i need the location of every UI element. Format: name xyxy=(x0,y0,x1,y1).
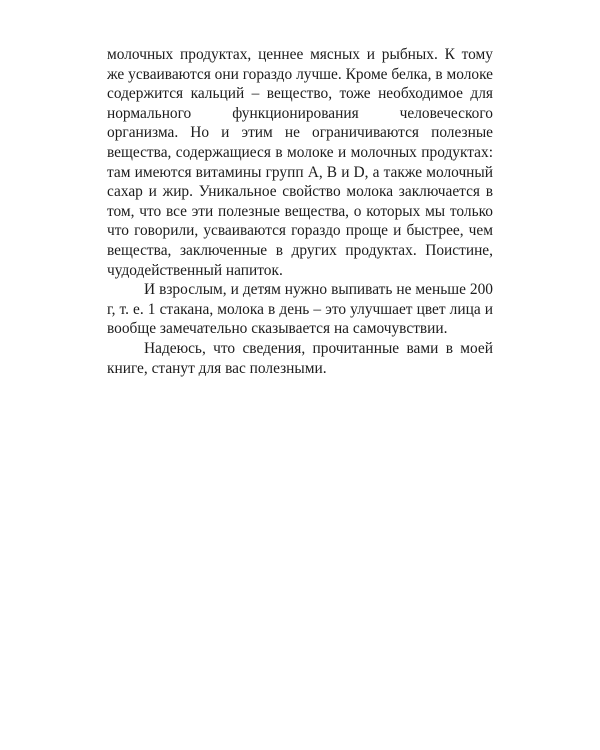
paragraph-milk-daily-intake: И взрослым, и детям нужно выпивать не меньше 200 г, т. е. 1 стакана, молока в день – это улучшает цвет лица и вообще замечательно сказывается на самочувствии. xyxy=(107,281,493,338)
body-text xyxy=(107,45,493,378)
paragraph-closing-remark: Надеюсь, что сведения, прочитанные вами в моей книге, станут для вас полезными. xyxy=(107,339,493,377)
paragraph-continuation: молочных продуктах, ценнее мясных и рыбных. К тому же усваиваются они гораздо лучше. Кроме белка, в молоке содержится кальций – вещество, тоже необходимое для нормального функционирования человеческого организма. Но и этим не ограничиваются полезные вещества, содержащиеся в молоке и молочных продуктах: там имеются витамины групп А, В и D, а также молочный сахар и жир. Уникальное свойство молока заключается в том, что все эти полезные вещества, о которых мы только что говорили, усваиваются гораздо проще и быстрее, чем вещества, заключенные в других продуктах. Поистине, чудодейственный напиток. xyxy=(107,46,493,279)
